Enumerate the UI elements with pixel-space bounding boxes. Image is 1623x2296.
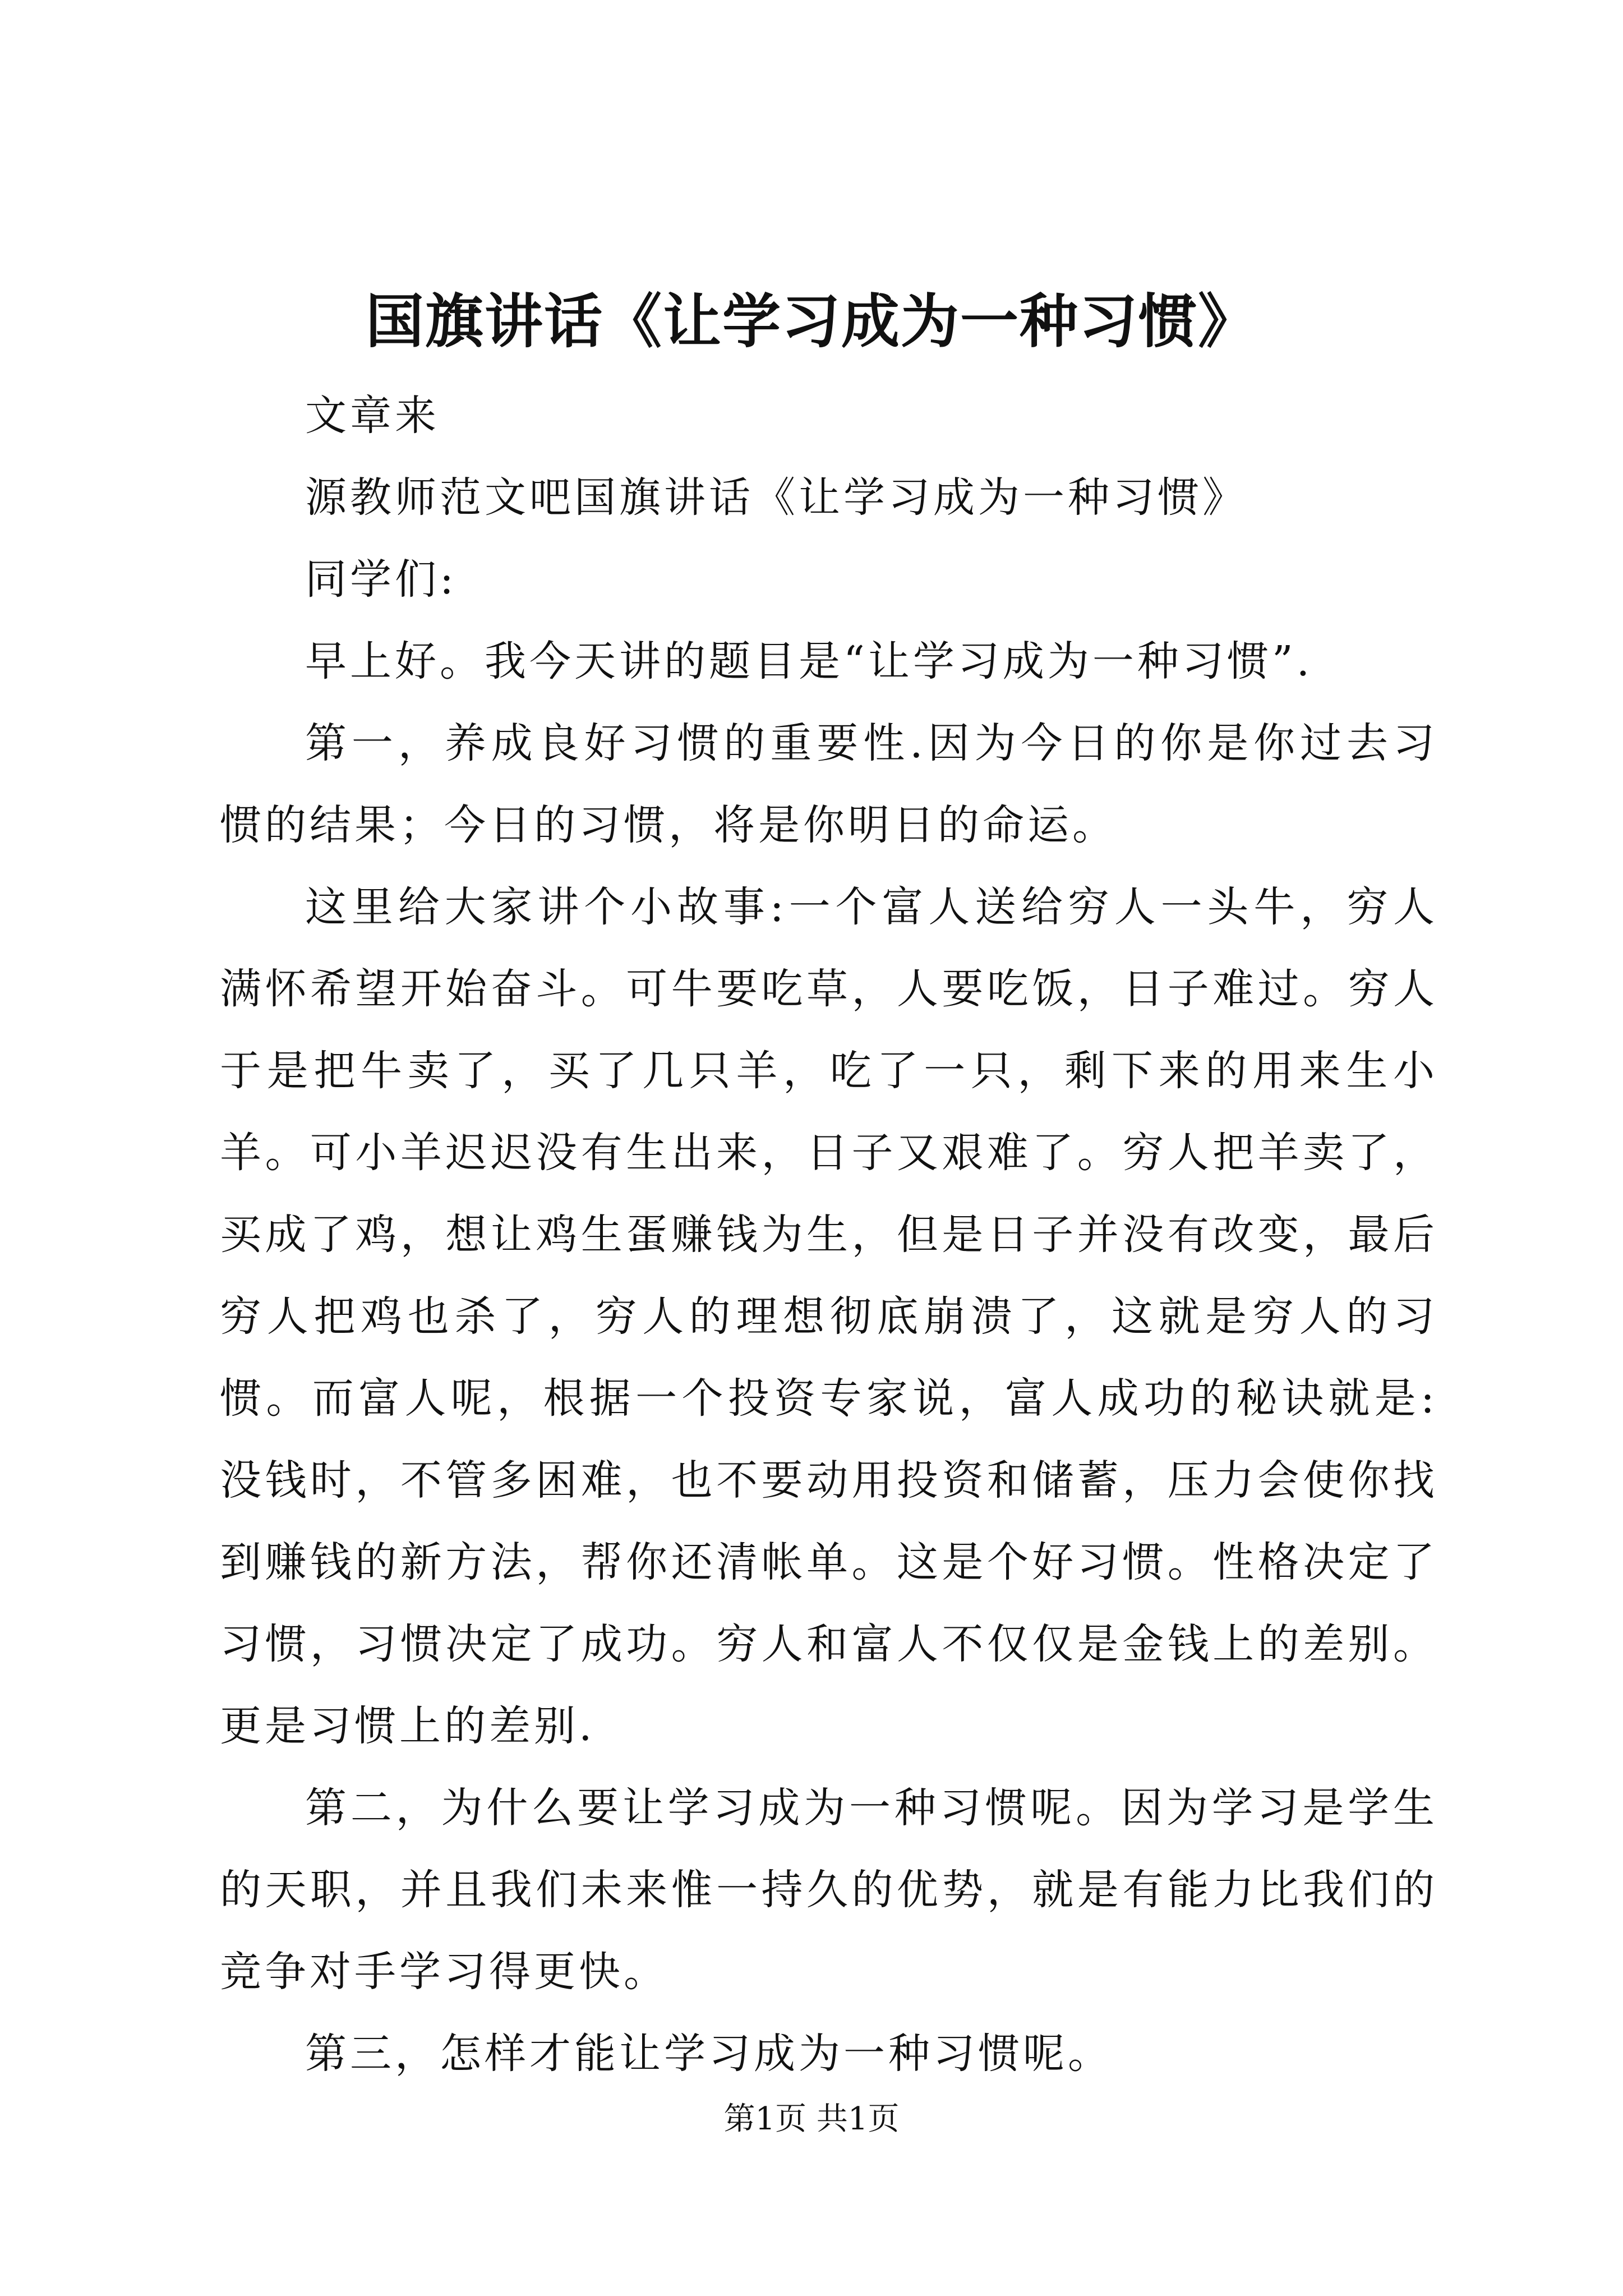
document-title: 国旗讲话《让学习成为一种习惯》: [365, 287, 1257, 356]
paragraph-source-1: 文章来: [305, 392, 440, 440]
document-body: [220, 375, 1438, 2095]
paragraph-greeting: 早上好。我今天讲的题目是“让学习成为一种习惯”.: [305, 637, 1313, 685]
page-number-footer: 第1页 共1页: [723, 2101, 900, 2137]
paragraph-point-three: 第三，怎样才能让学习成为一种习惯呢。: [305, 2030, 1113, 2078]
paragraph-source-2: 源教师范文吧国旗讲话《让学习成为一种习惯》: [305, 473, 1247, 522]
paragraph-salutation: 同学们:: [305, 555, 457, 604]
paragraph-point-two: 第二，为什么要让学习成为一种习惯呢。因为学习是学生的天职，并且我们未来惟一持久的优势，就是有能力比我们的竞争对手学习得更快。: [220, 1784, 1438, 1996]
paragraph-story: 这里给大家讲个小故事:一个富人送给穷人一头牛，穷人满怀希望开始奋斗。可牛要吃草，人要吃饭，日子难过。穷人于是把牛卖了，买了几只羊，吃了一只，剩下来的用来生小羊。可小羊迟迟没有生出来，日子又艰难了。穷人把羊卖了，买成了鸡，想让鸡生蛋赚钱为生，但是日子并没有改变，最后穷人把鸡也杀了，穷人的理想彻底崩溃了，这就是穷人的习惯。而富人呢，根据一个投资专家说，富人成功的秘诀就是:没钱时，不管多困难，也不要动用投资和储蓄，压力会使你找到赚钱的新方法，帮你还清帐单。这是个好习惯。性格决定了习惯，习惯决定了成功。穷人和富人不仅仅是金钱上的差别。更是习惯上的差别.: [220, 883, 1438, 1750]
paragraph-point-one: 第一，养成良好习惯的重要性.因为今日的你是你过去习惯的结果；今日的习惯，将是你明日的命运。: [220, 719, 1438, 849]
